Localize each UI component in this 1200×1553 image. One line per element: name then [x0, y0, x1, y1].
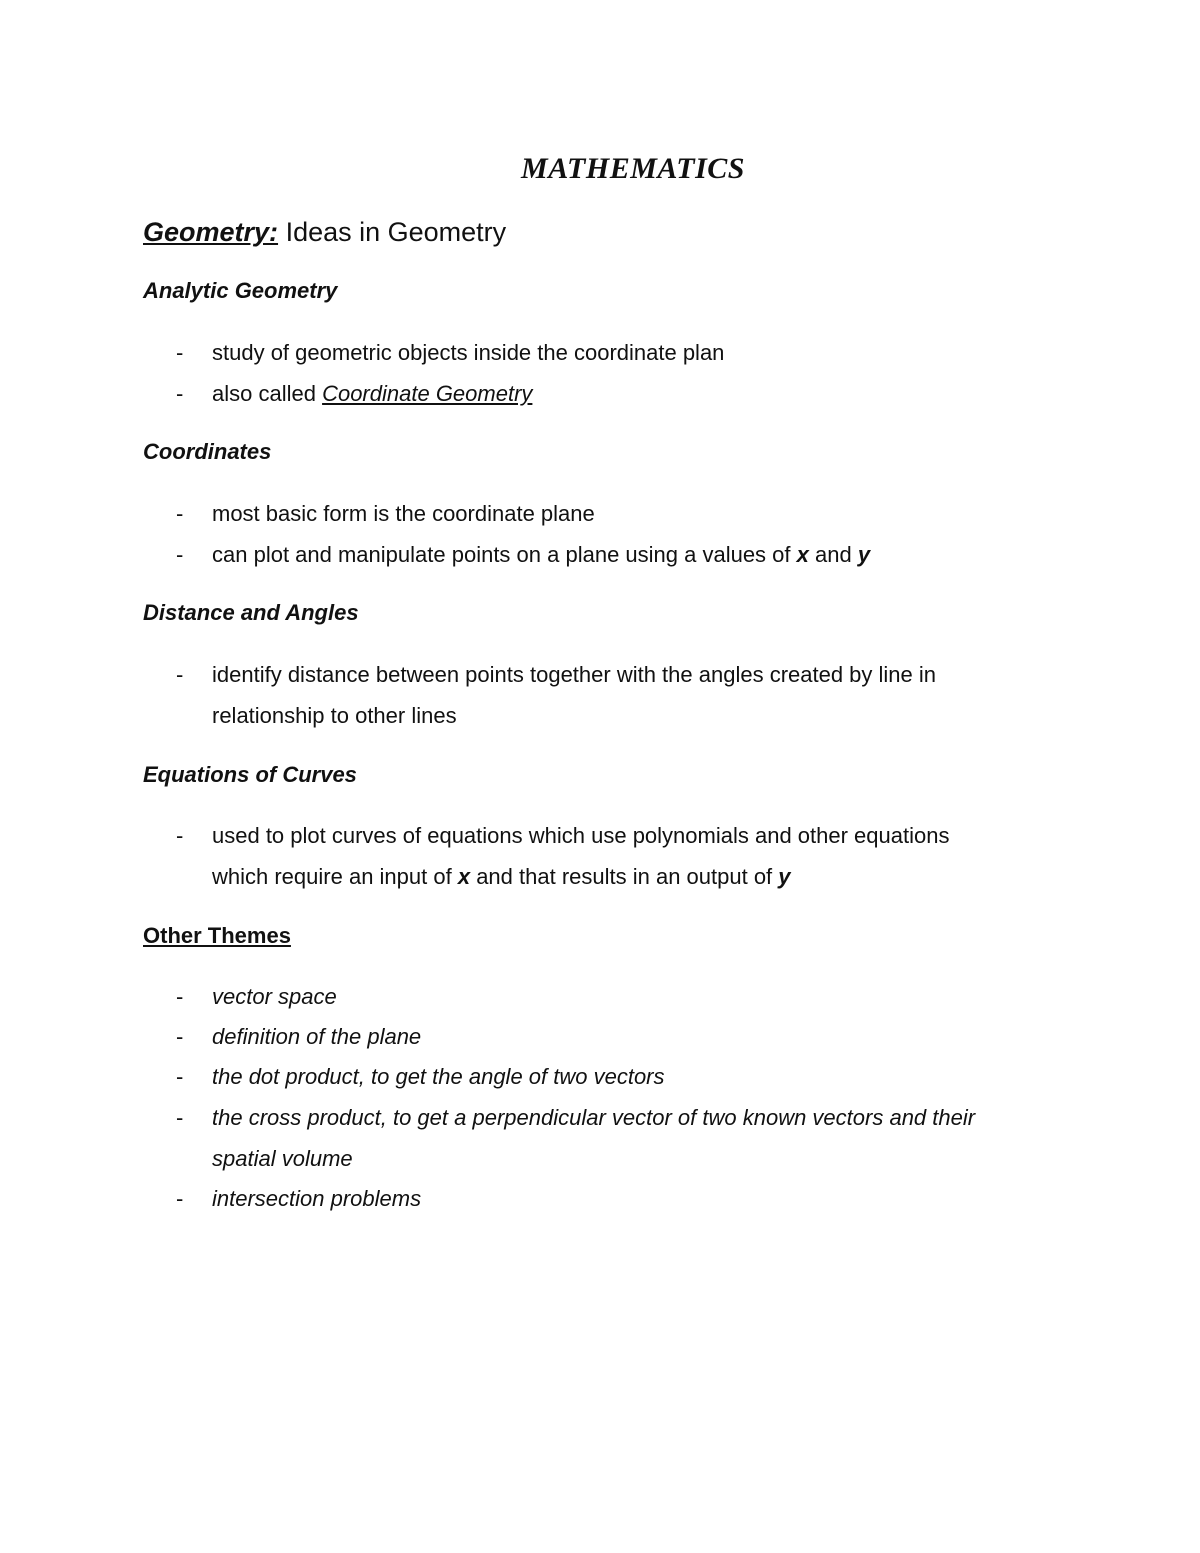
bullet-dash: -: [176, 1064, 184, 1089]
curves-line-2-prefix: which require an input of: [212, 864, 458, 889]
bullet-dash: -: [176, 501, 184, 526]
curves-line-2-mid: and that results in an output of: [470, 864, 779, 889]
coordinates-bullet-2: [212, 542, 870, 568]
heading-other-themes: Other Themes: [143, 923, 291, 948]
analytic-bullet-2: [212, 381, 532, 407]
bullet-dash: -: [176, 1186, 184, 1211]
subtitle-lead: Geometry:: [143, 217, 279, 247]
variable-x: x: [796, 542, 809, 567]
document-title: MATHEMATICS: [521, 152, 745, 185]
heading-distance-and-angles: Distance and Angles: [143, 600, 359, 625]
heading-analytic-geometry: Analytic Geometry: [143, 278, 338, 303]
variable-y: y: [857, 542, 871, 567]
distance-bullet-1-line-1: identify distance between points together with the angles created by line in: [212, 662, 937, 687]
other-theme-item: vector space: [212, 984, 337, 1009]
heading-coordinates: Coordinates: [143, 439, 272, 464]
bullet-dash: -: [176, 340, 184, 365]
analytic-bullet-2-prefix: also called: [212, 381, 323, 406]
other-theme-item: intersection problems: [212, 1186, 422, 1211]
variable-x: x: [457, 864, 471, 889]
curves-bullet-1-line-1: used to plot curves of equations which use polynomials and other equations: [212, 823, 950, 848]
bullet-dash: -: [176, 542, 184, 567]
other-theme-item: definition of the plane: [212, 1024, 422, 1049]
subtitle: [143, 217, 506, 248]
variable-y: y: [778, 864, 791, 889]
other-theme-item: the dot product, to get the angle of two vectors: [212, 1064, 665, 1089]
bullet-dash: -: [176, 1024, 184, 1049]
coordinates-bullet-2-prefix: can plot and manipulate points on a plane using a values of: [212, 542, 797, 567]
bullet-dash: -: [176, 1105, 184, 1130]
analytic-bullet-1: study of geometric objects inside the coordinate plan: [212, 340, 725, 365]
subtitle-text: Ideas in Geometry: [285, 217, 507, 247]
other-theme-item-continued: spatial volume: [212, 1146, 353, 1171]
distance-bullet-1-line-2: relationship to other lines: [212, 703, 457, 728]
heading-equations-of-curves: Equations of Curves: [143, 762, 357, 787]
bullet-dash: -: [176, 381, 184, 406]
bullet-dash: -: [176, 823, 184, 848]
bullet-dash: -: [176, 984, 184, 1009]
coordinate-geometry-link[interactable]: Coordinate Geometry: [322, 381, 533, 406]
bullet-dash: -: [176, 662, 184, 687]
coordinates-bullet-2-mid: and: [808, 542, 858, 567]
other-theme-item: the cross product, to get a perpendicular vector of two known vectors and their: [212, 1105, 976, 1130]
curves-bullet-1-line-2: [212, 864, 791, 890]
coordinates-bullet-1: most basic form is the coordinate plane: [212, 501, 595, 526]
